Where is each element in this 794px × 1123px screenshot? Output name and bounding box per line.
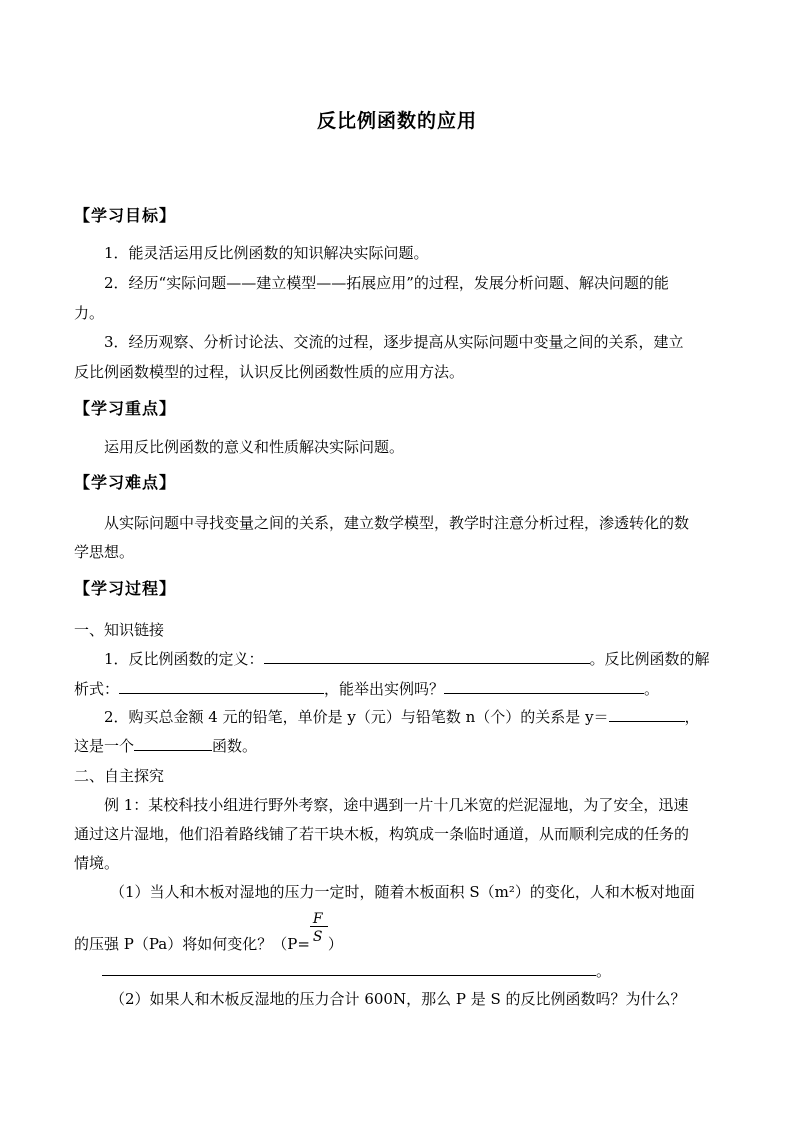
example-1-line-1: 例 1：某校科技小组进行野外考察，途中遇到一片十几米宽的烂泥湿地，为了安全，迅速 xyxy=(104,796,689,814)
question-2b-prefix: 这是一个 xyxy=(74,737,135,755)
goals-heading: 【学习目标】 xyxy=(74,206,177,225)
question-1-prefix: 1．反比例函数的定义： xyxy=(104,650,264,668)
sub-question-1-line-1: （1）当人和木板对湿地的压力一定时，随着木板面积 S（m²）的变化，人和木板对地面 xyxy=(110,883,695,901)
question-1b-prefix: 析式： xyxy=(74,680,120,698)
difficulty-line-1: 从实际问题中寻找变量之间的关系，建立数学模型，教学时注意分析过程，渗透转化的数 xyxy=(104,514,690,532)
fraction-denominator: S xyxy=(312,929,323,945)
page-title: 反比例函数的应用 xyxy=(316,110,477,132)
question-1-line-1 xyxy=(104,648,754,670)
answer-blank-pressure-change[interactable] xyxy=(102,961,596,976)
answer-blank-function-type[interactable] xyxy=(134,736,212,751)
part-1-title: 一、知识链接 xyxy=(74,621,165,639)
sub-question-1-suffix: ） xyxy=(327,935,343,953)
fraction-numerator: F xyxy=(312,911,323,927)
answer-blank-expression[interactable] xyxy=(119,679,324,694)
question-1b-end: 。 xyxy=(644,680,660,698)
difficulty-heading: 【学习难点】 xyxy=(74,473,177,492)
example-1-line-2: 通过这片湿地，他们沿着路线铺了若干块木板，构筑成一条临时通道，从而顺利完成的任务的 xyxy=(74,825,690,843)
sub-question-1-prefix: 的压强 P（Pa）将如何变化？（P= xyxy=(74,935,310,953)
sub-question-1-answer-end: 。 xyxy=(596,962,612,980)
sub-question-2: （2）如果人和木板反湿地的压力合计 600N，那么 P 是 S 的反比例函数吗？为什么？ xyxy=(110,990,686,1008)
difficulty-line-2: 学思想。 xyxy=(74,543,135,561)
answer-blank-definition[interactable] xyxy=(264,649,590,664)
key-heading: 【学习重点】 xyxy=(74,399,177,418)
question-2-end: ， xyxy=(684,708,700,726)
key-text: 运用反比例函数的意义和性质解决实际问题。 xyxy=(104,438,405,456)
goal-3-line-2: 反比例函数模型的过程，认识反比例函数性质的应用方法。 xyxy=(74,363,465,381)
question-2-prefix: 2．购买总金额 4 元的铅笔，单价是 y（元）与铅笔数 n（个）的关系是 y＝ xyxy=(104,708,609,726)
pressure-formula-fraction xyxy=(310,911,328,952)
example-1-line-3: 情境。 xyxy=(74,854,120,872)
goal-2-line-2: 力。 xyxy=(74,304,105,322)
question-2-line-1 xyxy=(104,706,754,728)
process-heading: 【学习过程】 xyxy=(74,579,177,598)
goal-3-line-1: 3．经历观察、分析讨论法、交流的过程，逐步提高从实际问题中变量之间的关系，建立 xyxy=(104,333,684,351)
question-1b-mid: ，能举出实例吗？ xyxy=(324,680,445,698)
question-2b-end: 函数。 xyxy=(212,737,258,755)
answer-blank-relation[interactable] xyxy=(609,707,685,722)
question-2-line-2 xyxy=(74,735,724,757)
question-1-mid: 。反比例函数的解 xyxy=(589,650,710,668)
goal-2-line-1: 2．经历“实际问题——建立模型——拓展应用”的过程，发展分析问题、解决问题的能 xyxy=(104,274,669,292)
sub-question-1-line-2 xyxy=(74,911,724,955)
question-1-line-2 xyxy=(74,678,724,700)
part-2-title: 二、自主探究 xyxy=(74,767,165,785)
sub-question-1-answer-line xyxy=(102,960,752,982)
goal-1: 1．能灵活运用反比例函数的知识解决实际问题。 xyxy=(104,244,429,262)
answer-blank-example[interactable] xyxy=(444,679,644,694)
